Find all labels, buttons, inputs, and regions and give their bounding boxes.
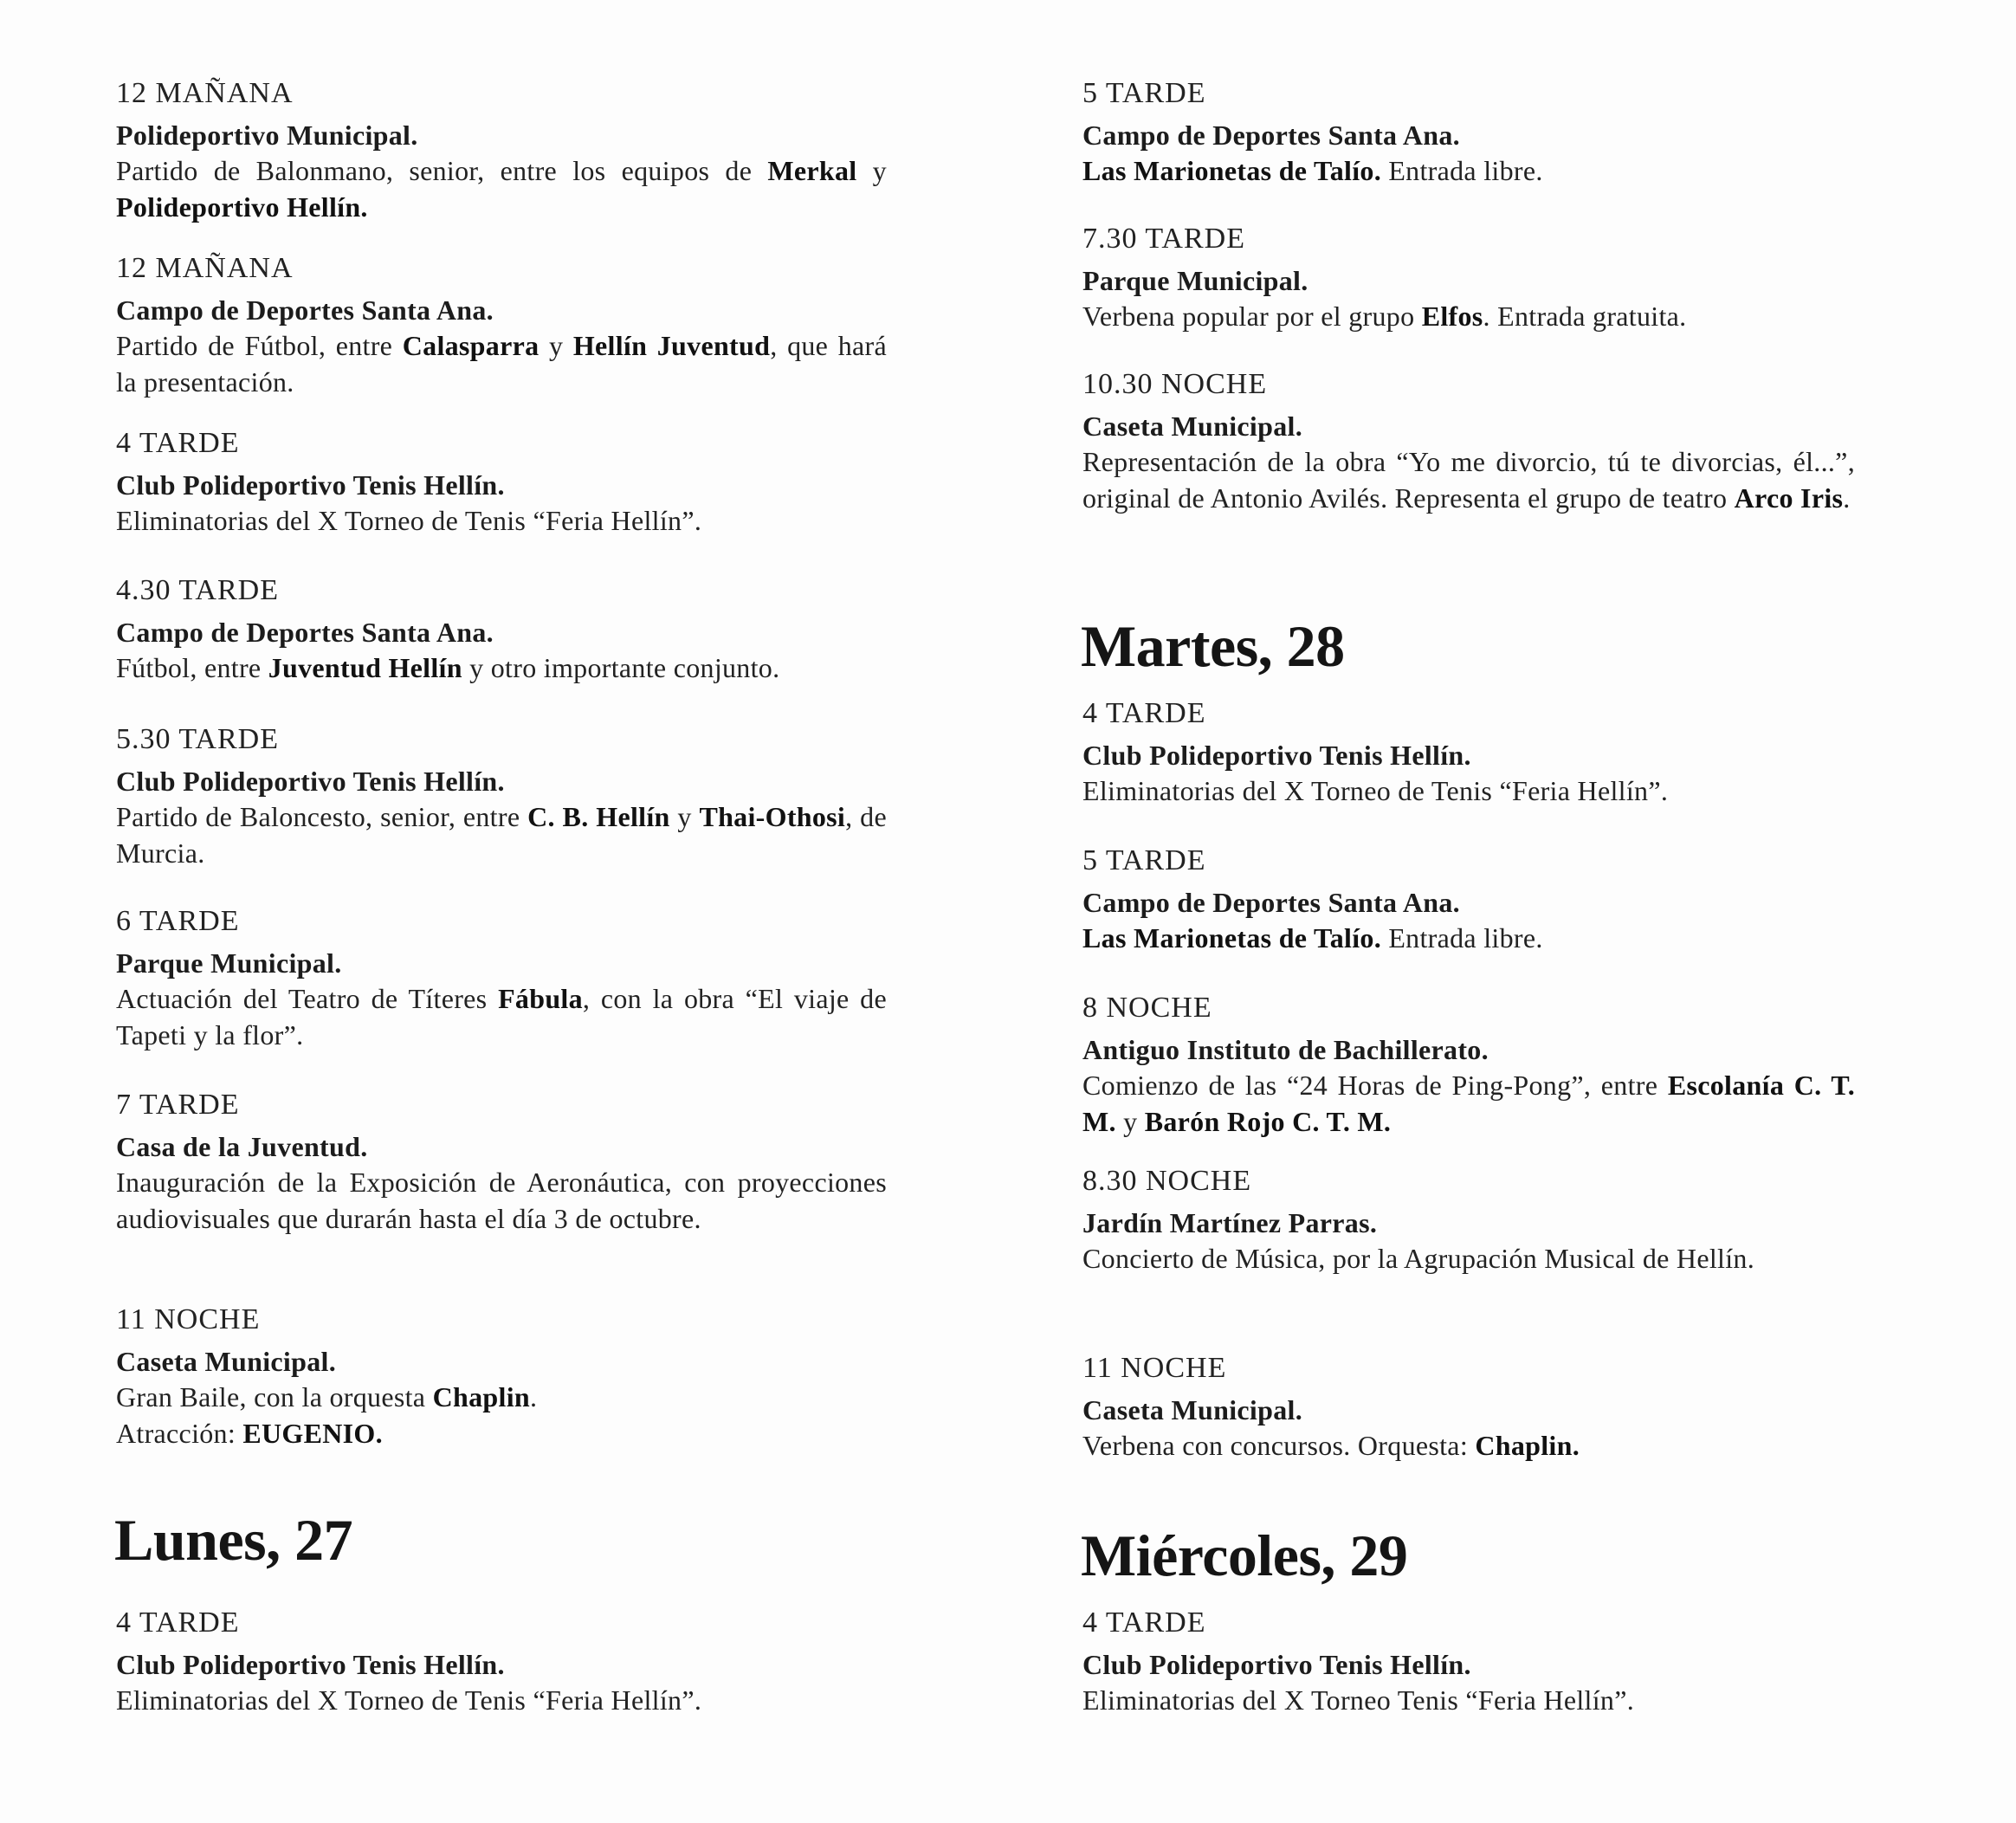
- event-description: [116, 152, 887, 225]
- event-time: 12 MAÑANA: [116, 77, 294, 109]
- bold-name: Chaplin: [432, 1381, 530, 1413]
- day-heading: Miércoles, 29: [1081, 1522, 1408, 1588]
- day-heading: Martes, 28: [1081, 613, 1345, 679]
- day-heading: Lunes, 27: [114, 1507, 353, 1573]
- event-time: 11 NOCHE: [116, 1303, 261, 1335]
- description-text: Fútbol, entre: [116, 652, 268, 683]
- bold-name: Escolanía C. T. M.: [1082, 1070, 1856, 1137]
- event-time: 7.30 TARDE: [1082, 223, 1245, 255]
- description-text: Atracción:: [116, 1418, 243, 1449]
- schedule-entry: [1082, 844, 1855, 956]
- event-venue: Caseta Municipal.: [1082, 410, 1302, 442]
- event-venue: Club Polideportivo Tenis Hellín.: [116, 1649, 505, 1680]
- bold-name: Elfos: [1421, 301, 1483, 332]
- event-description: [1082, 152, 1855, 189]
- event-time: 4 TARDE: [1082, 697, 1206, 729]
- event-venue: Polideportivo Municipal.: [116, 120, 418, 151]
- schedule-entry: [1082, 222, 1855, 334]
- description-text: Partido de Fútbol, entre: [116, 330, 403, 361]
- event-time: 12 MAÑANA: [116, 252, 294, 284]
- schedule-entry: [116, 76, 887, 225]
- event-time: 4.30 TARDE: [116, 574, 279, 606]
- event-time: 6 TARDE: [116, 905, 240, 937]
- event-description: [116, 1415, 887, 1451]
- event-description: [116, 1682, 887, 1718]
- schedule-entry: [1082, 367, 1855, 516]
- event-description: [1082, 298, 1855, 334]
- bold-name: Hellín Juventud: [572, 330, 771, 361]
- event-description: [116, 327, 887, 400]
- description-text: y: [669, 801, 700, 832]
- bold-name: Thai-Othosi: [699, 801, 846, 832]
- event-description: [1082, 1427, 1855, 1464]
- schedule-entry: [1082, 991, 1855, 1140]
- event-description: [116, 798, 887, 871]
- event-description: [1082, 773, 1855, 809]
- description-text: .: [1843, 482, 1851, 514]
- bold-name: Calasparra: [402, 330, 540, 361]
- event-venue: Antiguo Instituto de Bachillerato.: [1082, 1034, 1489, 1065]
- schedule-entry: [1082, 1351, 1855, 1464]
- description-text: Partido de Baloncesto, senior, entre: [116, 801, 528, 832]
- description-text: .: [530, 1381, 538, 1413]
- description-text: Representación de la obra “Yo me divorcio, tú te divorcias, él...”, original de Antonio Avilés. Representa el grupo de teatro: [1082, 446, 1855, 514]
- event-description: [1082, 1682, 1855, 1718]
- description-text: y: [539, 330, 573, 361]
- event-time: 4 TARDE: [116, 1606, 240, 1639]
- bold-name: C. B. Hellín: [527, 801, 670, 832]
- description-text: , que hará la presentación.: [116, 330, 887, 398]
- bold-name: Chaplin.: [1475, 1430, 1580, 1461]
- description-text: Entrada libre.: [1381, 155, 1543, 186]
- description-text: Eliminatorias del X Torneo de Tenis “Feria Hellín”.: [1082, 775, 1669, 806]
- event-venue: Jardín Martínez Parras.: [1082, 1207, 1378, 1238]
- description-text: Inauguración de la Exposición de Aeronáutica, con proyecciones audiovisuales que durarán hasta el día 3 de octubre.: [116, 1167, 887, 1234]
- schedule-entry: [116, 251, 887, 400]
- description-text: Eliminatorias del X Torneo de Tenis “Feria Hellín”.: [116, 505, 702, 536]
- event-description: [1082, 920, 1855, 956]
- event-time: 7 TARDE: [116, 1089, 240, 1121]
- bold-name: Merkal: [767, 155, 857, 186]
- schedule-entry: [1082, 696, 1855, 809]
- schedule-entry: [116, 1088, 887, 1237]
- event-time: 5 TARDE: [1082, 844, 1206, 876]
- event-venue: Club Polideportivo Tenis Hellín.: [1082, 740, 1471, 771]
- description-text: . Entrada gratuita.: [1483, 301, 1687, 332]
- schedule-entry: [116, 573, 887, 686]
- description-text: Concierto de Música, por la Agrupación Musical de Hellín.: [1082, 1243, 1755, 1274]
- description-text: , de Murcia.: [116, 801, 887, 869]
- description-text: y otro importante conjunto.: [462, 652, 780, 683]
- event-venue: Campo de Deportes Santa Ana.: [1082, 120, 1460, 151]
- event-description: [116, 1379, 887, 1415]
- event-time: 8 NOCHE: [1082, 992, 1212, 1024]
- description-text: Actuación del Teatro de Títeres: [116, 983, 499, 1014]
- event-venue: Club Polideportivo Tenis Hellín.: [1082, 1649, 1471, 1680]
- schedule-entry: [116, 904, 887, 1053]
- event-time: 5.30 TARDE: [116, 723, 279, 755]
- event-time: 8.30 NOCHE: [1082, 1165, 1252, 1197]
- bold-name: Fábula: [498, 983, 583, 1014]
- schedule-entry: [1082, 1606, 1855, 1718]
- bold-name: EUGENIO.: [242, 1418, 383, 1449]
- schedule-entry: [116, 722, 887, 871]
- description-text: Comienzo de las “24 Horas de Ping-Pong”, entre: [1082, 1070, 1668, 1101]
- event-time: 4 TARDE: [1082, 1606, 1206, 1639]
- event-description: [1082, 1067, 1855, 1140]
- description-text: Eliminatorias del X Torneo de Tenis “Feria Hellín”.: [116, 1684, 702, 1716]
- schedule-entry: [116, 1606, 887, 1718]
- description-text: y: [1115, 1106, 1145, 1137]
- event-description: [116, 980, 887, 1053]
- event-time: 10.30 NOCHE: [1082, 368, 1268, 400]
- bold-name: Las Marionetas de Talío.: [1082, 155, 1382, 186]
- bold-name: Las Marionetas de Talío.: [1082, 922, 1382, 954]
- event-description: [116, 1164, 887, 1237]
- schedule-entry: [1082, 1164, 1855, 1277]
- description-text: Verbena con concursos. Orquesta:: [1082, 1430, 1476, 1461]
- event-venue: Casa de la Juventud.: [116, 1131, 368, 1162]
- event-venue: Campo de Deportes Santa Ana.: [1082, 887, 1460, 918]
- description-text: y: [856, 155, 887, 186]
- bold-name: Juventud Hellín: [268, 652, 462, 683]
- event-description: [116, 650, 887, 686]
- event-time: 4 TARDE: [116, 427, 240, 459]
- event-description: [1082, 443, 1855, 516]
- event-time: 5 TARDE: [1082, 77, 1206, 109]
- schedule-entry: [116, 426, 887, 539]
- event-description: [116, 502, 887, 539]
- bold-name: Polideportivo Hellín.: [116, 191, 368, 223]
- event-venue: Campo de Deportes Santa Ana.: [116, 294, 494, 326]
- event-venue: Caseta Municipal.: [116, 1346, 336, 1377]
- description-text: Gran Baile, con la orquesta: [116, 1381, 433, 1413]
- description-text: Entrada libre.: [1381, 922, 1543, 954]
- schedule-entry: [1082, 76, 1855, 189]
- event-venue: Campo de Deportes Santa Ana.: [116, 617, 494, 648]
- event-venue: Caseta Municipal.: [1082, 1394, 1302, 1425]
- event-time: 11 NOCHE: [1082, 1352, 1227, 1384]
- description-text: Verbena popular por el grupo: [1082, 301, 1422, 332]
- description-text: , con la obra “El viaje de Tapeti y la flor”.: [116, 983, 887, 1050]
- bold-name: Arco Iris: [1734, 482, 1844, 514]
- bold-name: Barón Rojo C. T. M.: [1144, 1106, 1392, 1137]
- event-venue: Club Polideportivo Tenis Hellín.: [116, 469, 505, 501]
- event-venue: Parque Municipal.: [1082, 265, 1308, 296]
- description-text: Partido de Balonmano, senior, entre los equipos de: [116, 155, 768, 186]
- event-description: [1082, 1240, 1855, 1277]
- event-venue: Club Polideportivo Tenis Hellín.: [116, 766, 505, 797]
- schedule-entry: [116, 1303, 887, 1451]
- event-venue: Parque Municipal.: [116, 947, 342, 979]
- description-text: Eliminatorias del X Torneo Tenis “Feria Hellín”.: [1082, 1684, 1635, 1716]
